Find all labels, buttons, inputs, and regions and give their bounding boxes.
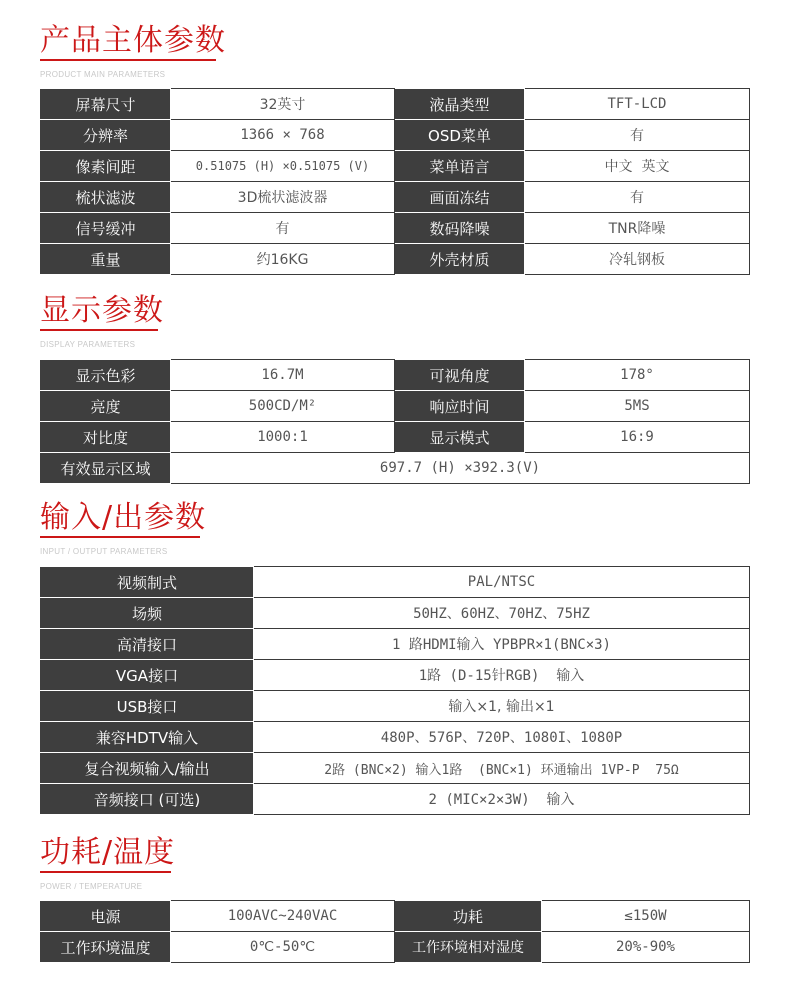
param-label: 重量 — [41, 244, 171, 275]
param-value: 1 路HDMI输入 YPBPR×1(BNC×3) — [254, 629, 750, 660]
param-label: 电源 — [41, 901, 171, 932]
param-value: 32英寸 — [171, 89, 395, 120]
param-value: 1000:1 — [171, 422, 395, 453]
power-temperature-table — [40, 900, 750, 963]
param-label: 功耗 — [395, 901, 542, 932]
table-row — [41, 753, 750, 784]
param-value: 1路 (D-15针RGB) 输入 — [254, 660, 750, 691]
product-main-table — [40, 88, 750, 275]
param-value: 3D梳状滤波器 — [171, 182, 395, 213]
section-power-temperature — [40, 834, 240, 894]
section-product-main — [40, 22, 240, 82]
param-label: 数码降噪 — [395, 213, 525, 244]
param-value: 2路 (BNC×2) 输入1路 (BNC×1) 环通输出 1VP-P 75Ω — [254, 753, 750, 784]
param-label: USB接口 — [41, 691, 254, 722]
param-value: 178° — [525, 360, 750, 391]
table-row — [41, 722, 750, 753]
param-label: 像素间距 — [41, 151, 171, 182]
input-output-table — [40, 566, 750, 815]
param-label: OSD菜单 — [395, 120, 525, 151]
table-row — [41, 784, 750, 815]
param-label: 亮度 — [41, 391, 171, 422]
section-title: 输入/出参数 — [40, 500, 207, 535]
param-label: 信号缓冲 — [41, 213, 171, 244]
param-label: 对比度 — [41, 422, 171, 453]
section-display — [40, 292, 240, 352]
param-label: 工作环境相对湿度 — [395, 932, 542, 963]
table-row — [41, 151, 750, 182]
table-row — [41, 453, 750, 484]
param-label: 场频 — [41, 598, 254, 629]
table-row — [41, 182, 750, 213]
table-row — [41, 629, 750, 660]
table-row — [41, 244, 750, 275]
table-row — [41, 360, 750, 391]
param-value: TFT-LCD — [525, 89, 750, 120]
title-underline — [40, 536, 200, 538]
param-value: 500CD/M² — [171, 391, 395, 422]
title-underline — [40, 871, 171, 873]
param-value: 697.7 (H) ×392.3(V) — [171, 453, 750, 484]
param-value: ≤150W — [542, 901, 750, 932]
param-value: PAL/NTSC — [254, 567, 750, 598]
param-value: 480P、576P、720P、1080I、1080P — [254, 722, 750, 753]
param-label: 外壳材质 — [395, 244, 525, 275]
section-subtitle: DISPLAY PARAMETERS — [40, 340, 136, 349]
param-label: 工作环境温度 — [41, 932, 171, 963]
param-value: 中文 英文 — [525, 151, 750, 182]
param-label: 复合视频输入/输出 — [41, 753, 254, 784]
param-label: 有效显示区域 — [41, 453, 171, 484]
table-row — [41, 567, 750, 598]
table-row — [41, 422, 750, 453]
param-label: 屏幕尺寸 — [41, 89, 171, 120]
param-value: TNR降噪 — [525, 213, 750, 244]
table-row — [41, 598, 750, 629]
param-label: 响应时间 — [395, 391, 525, 422]
param-label: 显示模式 — [395, 422, 525, 453]
param-label: 兼容HDTV输入 — [41, 722, 254, 753]
param-value: 16:9 — [525, 422, 750, 453]
section-subtitle: PRODUCT MAIN PARAMETERS — [40, 70, 166, 79]
table-row — [41, 120, 750, 151]
section-title: 产品主体参数 — [40, 23, 226, 58]
param-value: 约16KG — [171, 244, 395, 275]
param-value: 5MS — [525, 391, 750, 422]
param-label: 菜单语言 — [395, 151, 525, 182]
display-table — [40, 359, 750, 484]
table-row — [41, 213, 750, 244]
param-value: 有 — [171, 213, 395, 244]
section-input-output — [40, 499, 260, 559]
param-label: 音频接口 (可选) — [41, 784, 254, 815]
table-row — [41, 660, 750, 691]
param-value: 有 — [525, 120, 750, 151]
title-underline — [40, 59, 216, 61]
table-row — [41, 391, 750, 422]
param-label: 梳状滤波 — [41, 182, 171, 213]
param-value: 100AVC~240VAC — [171, 901, 395, 932]
table-row — [41, 932, 750, 963]
param-label: 可视角度 — [395, 360, 525, 391]
param-label: 液晶类型 — [395, 89, 525, 120]
param-value: 冷轧钢板 — [525, 244, 750, 275]
section-title: 功耗/温度 — [40, 835, 176, 870]
param-value: 50HZ、60HZ、70HZ、75HZ — [254, 598, 750, 629]
param-value: 0.51075 (H) ×0.51075 (V) — [171, 151, 395, 182]
param-value: 0℃-50℃ — [171, 932, 395, 963]
param-value: 有 — [525, 182, 750, 213]
title-underline — [40, 329, 158, 331]
section-subtitle: POWER / TEMPERATURE — [40, 882, 143, 891]
param-label: VGA接口 — [41, 660, 254, 691]
param-value: 16.7M — [171, 360, 395, 391]
section-title: 显示参数 — [40, 293, 164, 328]
param-label: 视频制式 — [41, 567, 254, 598]
param-label: 显示色彩 — [41, 360, 171, 391]
param-value: 20%-90% — [542, 932, 750, 963]
section-subtitle: INPUT / OUTPUT PARAMETERS — [40, 547, 168, 556]
param-value: 2 (MIC×2×3W) 输入 — [254, 784, 750, 815]
table-row — [41, 691, 750, 722]
param-label: 分辨率 — [41, 120, 171, 151]
table-row — [41, 901, 750, 932]
param-value: 1366 × 768 — [171, 120, 395, 151]
table-row — [41, 89, 750, 120]
param-label: 高清接口 — [41, 629, 254, 660]
param-label: 画面冻结 — [395, 182, 525, 213]
param-value: 输入×1, 输出×1 — [254, 691, 750, 722]
